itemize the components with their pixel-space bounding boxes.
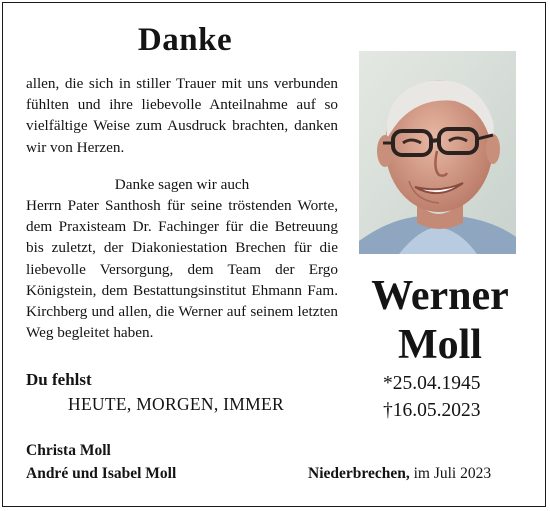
- place-date: [308, 465, 491, 483]
- missing-line: Du fehlst: [26, 370, 92, 389]
- deceased-last-name: Moll: [398, 322, 482, 368]
- forever-line: HEUTE, MORGEN, IMMER: [68, 394, 284, 414]
- signer-name: Christa Moll: [26, 442, 111, 459]
- special-thanks-intro: Danke sagen wir auch: [114, 176, 250, 193]
- birth-date: *25.04.1945: [383, 373, 481, 394]
- signer-name: André und Isabel Moll: [26, 465, 177, 482]
- notice-heading: Danke: [137, 22, 233, 58]
- place-name: Niederbrechen,: [308, 465, 410, 482]
- death-date: †16.05.2023: [383, 400, 481, 421]
- deceased-first-name: Werner: [371, 273, 509, 319]
- date-line: im Juli 2023: [413, 465, 492, 482]
- thanks-paragraph: allen, die sich in stiller Trauer mit uns verbunden fühlten und ihre liebevolle Anteilnahme auf so vielfältige Weise zum Ausdruck brachten, danken wir von Herzen.: [26, 75, 338, 156]
- special-thanks-paragraph: Herrn Pater Santhosh für seine tröstenden Worte, dem Praxisteam Dr. Fachinger für die Betreuung bis zuletzt, der Diakoniestation Brechen für die liebevolle Versorgung, dem Team der Ergo Königstein, dem Bestattungsinstitut Ehmann Fam. Kirchberg und allen, die Werner auf seinem letzten Weg begleitet haben.: [26, 197, 338, 342]
- portrait-photo-icon: [359, 51, 516, 254]
- portrait-drawing: [359, 51, 516, 254]
